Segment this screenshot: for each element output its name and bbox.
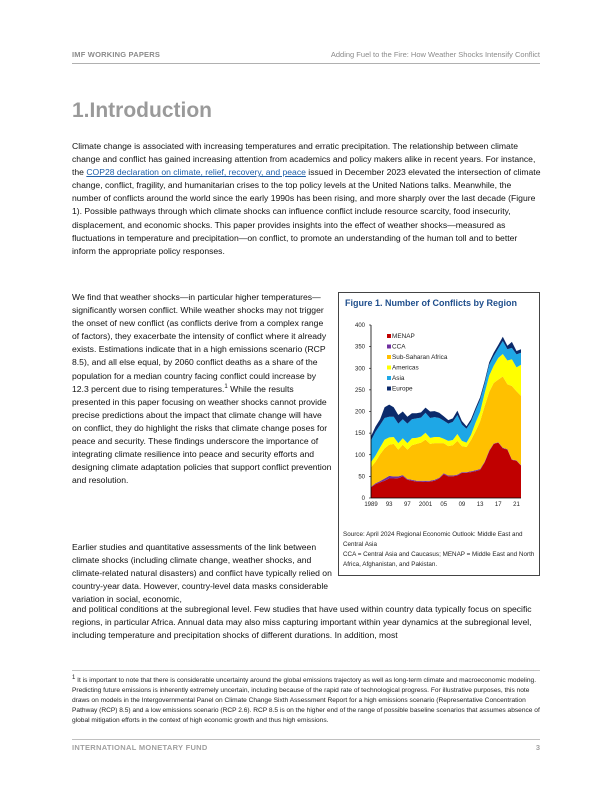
y-tick-label-300: 300 (354, 366, 365, 373)
paragraph-2 (72, 291, 332, 487)
footnote-1 (72, 676, 542, 726)
figure-source: Source: April 2024 Regional Economic Outlook: Middle East and Central Asia (343, 531, 523, 548)
legend-label-americas: Americas (392, 364, 419, 372)
x-tick-label-2001: 2001 (418, 502, 433, 508)
paragraph-4: and political conditions at the subregional level. Few studies that have used within country data typically focus on specific regions, in particular Africa. Annual data may also miss capturing important within year dynamics at the subregional level, including temperature and precipitation shocks of different durations. In addition, most (72, 604, 532, 641)
legend-label-europe: Europe (392, 385, 413, 393)
x-tick-label-1989: 1989 (364, 502, 378, 508)
x-tick-label-93: 93 (385, 502, 393, 508)
legend-label-cca: CCA (392, 343, 406, 351)
y-tick-label-0: 0 (361, 496, 365, 502)
legend-label-sub-saharan-africa: Sub-Saharan Africa (392, 354, 448, 361)
legend-swatch-europe (387, 387, 391, 391)
section-title: 1.Introduction (72, 99, 212, 122)
legend-swatch-sub-saharan-africa (387, 355, 391, 359)
footnote-divider (72, 670, 540, 671)
header-divider (72, 63, 540, 64)
conflicts-area-chart (339, 293, 539, 528)
x-tick-label-09: 09 (458, 502, 466, 508)
legend-swatch-asia (387, 376, 391, 380)
running-header-series: IMF WORKING PAPERS (72, 50, 161, 59)
y-tick-label-150: 150 (354, 431, 365, 438)
paragraph-1-text-a: Climate change is associated with increasing temperatures and erratic precipitation. The relationship between climate change and conflict has gained increasing attention from academics and policy makers alike in recent years. For instance, the (72, 141, 536, 178)
paragraph-3: Earlier studies and quantitative assessments of the link between climate shocks (including climate change, weather shocks, and climate-related natural disasters) and conflict have typically relied on country-year data. However, country-level data masks considerable variation in social, economic, (72, 542, 332, 605)
footer-organization: INTERNATIONAL MONETARY FUND (72, 743, 208, 752)
y-tick-label-50: 50 (358, 474, 365, 481)
legend-swatch-americas (387, 366, 391, 370)
legend-label-menap: MENAP (392, 333, 415, 340)
y-tick-label-250: 250 (354, 387, 365, 394)
x-tick-label-97: 97 (404, 502, 411, 508)
legend-swatch-cca (387, 345, 391, 349)
x-tick-label-05: 05 (440, 502, 448, 508)
paragraph-1 (72, 140, 542, 258)
cop28-declaration-link[interactable]: COP28 declaration on climate, relief, recovery, and peace (86, 167, 306, 178)
figure-1 (338, 292, 540, 576)
footer-divider (72, 739, 540, 740)
footnote-text: It is important to note that there is considerable uncertainty around the global emissions trajectory as well as long-term climate and macroeconomic modeling. Predicting future emissions is inherently extremely uncertain, including because of the rapid rate of technological progress. For illustrative purposes, this note draws on models in the Intergovernmental Panel on Climate Change Sixth Assessment Report for a high emissions scenario (Representative Concentration Pathway (RCP) 8.5) and a low emissions scenario (RCP 2.6). RCP 8.5 is on the higher end of the range of possible baseline scenarios that assumes absence of global mitigation efforts in the context of high economic growth and thus high emissions. (72, 677, 540, 725)
paragraph-2-text-a: We find that weather shocks—in particular higher temperatures—significantly worsen conflict. While weather shocks may not trigger the onset of new conflict (as conflicts derive from a complex range of factors), they exacerbate the intensity of conflict where it already exists. Estimations indicate that in a high emissions scenario (RCP 8.5), and all else equal, by 2060 conflict deaths as a share of the population for a median country facing conflict could increase by 12.3 percent due to rising temperatures. (72, 292, 327, 394)
x-tick-label-13: 13 (476, 502, 484, 508)
y-tick-label-200: 200 (354, 409, 365, 416)
page-number: 3 (535, 743, 540, 752)
paragraph-2-text-b: While the results presented in this paper focusing on weather shocks cannot provide precise predictions about the impact that climate change will have on conflict, they do highlight the risks that climate change poses for peace and security. These findings underscore the importance of integrating climate resilience into peace and security efforts and designing climate adaptation policies that support conflict prevention and resolution. (72, 383, 332, 486)
x-tick-label-21: 21 (513, 502, 520, 508)
running-header-title: Adding Fuel to the Fire: How Weather Shocks Intensify Conflict (330, 50, 540, 59)
paragraph-1-text-b: issued in December 2023 elevated the intersection of climate change, conflict, fragility, and humanitarian crises to the top policy levels at the United Nations talks. Meanwhile, the number of conflicts around the world since the early 1990s has been rising, and more sharply over the last decade (Figure 1). Possible pathways through which climate shocks can influence conflict include resource scarcity, food insecurity, displacement, and economic shocks. This paper provides insights into the effect of weather shocks—measured as fluctuations in temperature and precipitation—on conflict, to promote an understanding of the human toll and to better inform the appropriate policy responses. (72, 167, 541, 256)
footnote-number: 1 (72, 674, 76, 681)
x-tick-label-17: 17 (494, 502, 502, 508)
footnote-ref[interactable]: 1 (224, 383, 228, 390)
legend-label-asia: Asia (392, 375, 405, 382)
figure-notes (343, 530, 537, 570)
figure-title: Figure 1. Number of Conflicts by Region (345, 298, 518, 308)
legend-swatch-menap (387, 334, 391, 338)
y-tick-label-400: 400 (354, 323, 365, 329)
y-tick-label-350: 350 (354, 344, 365, 351)
figure-abbreviations: CCA = Central Asia and Caucasus; MENAP = Middle East and North Africa, Afghanistan, and Pakistan. (343, 551, 535, 568)
y-tick-label-100: 100 (354, 452, 365, 459)
